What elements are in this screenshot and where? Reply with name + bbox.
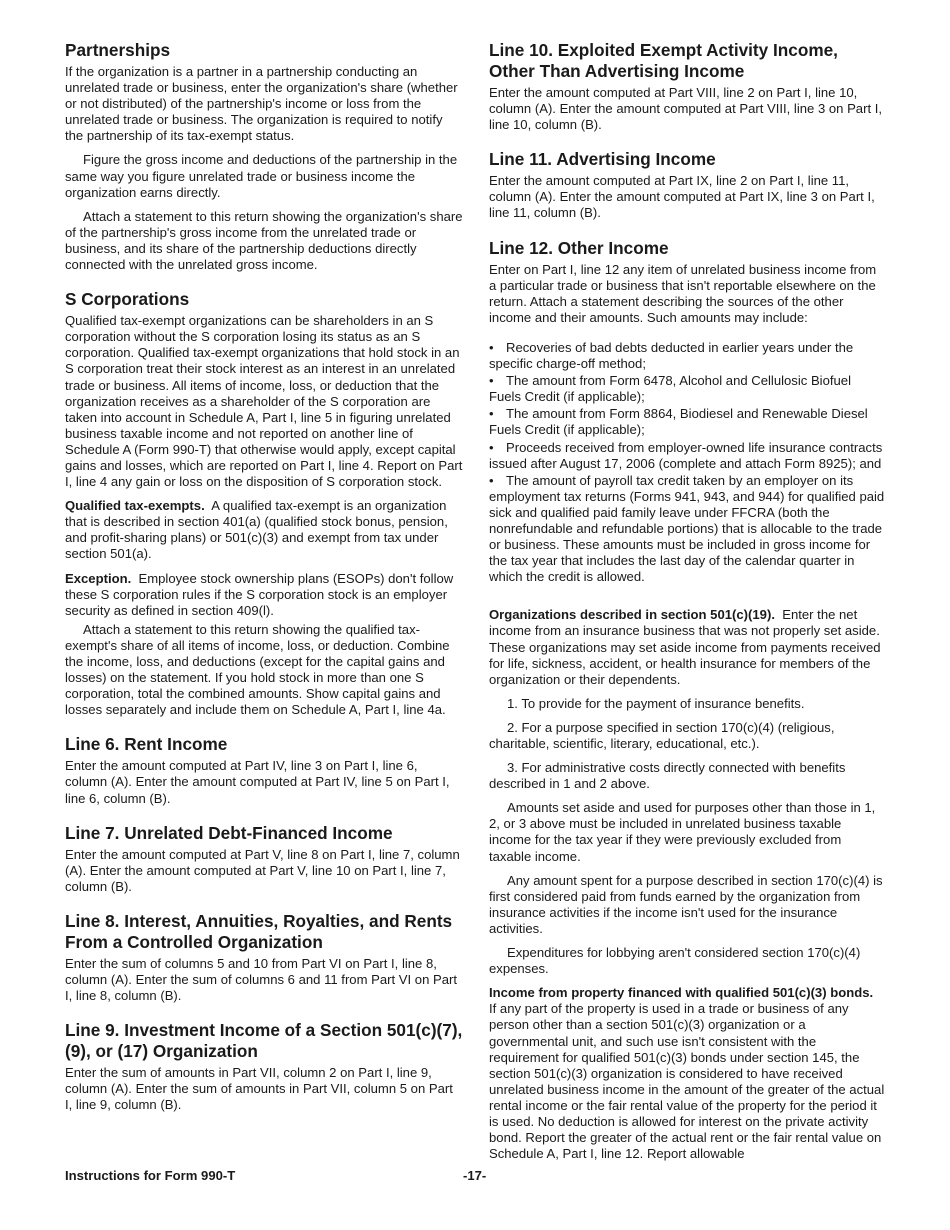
paragraph: Attach a statement to this return showing the qualified tax-exempt's share of all items of income, loss, or deduction. Combine the income, loss, and deductions (except for the capital gains and losses) on the statement. If you hold stock in more than one S corporation, total the combined amounts. Show capital gains and losses separately and include them on Schedule A, Part I, line 4a.	[65, 621, 450, 718]
run-in-heading: Income from property financed with qualified 501(c)(3) bonds.	[489, 985, 874, 1001]
heading-line-9: Line 9. Investment Income of a Section 501(c)(7), (9), or (17) Organization	[65, 1020, 463, 1062]
run-in-heading: Exception.	[65, 570, 132, 586]
list-item-text: The amount of payroll tax credit taken by an employer on its employment tax returns (Forms 941, 943, and 944) for qualified paid sick and qualified paid family leave under FFCRA (both the nonrefundable and refundable portions) that is allocable to the trade or business. These amounts must be included in gross income for the tax year that includes the last day of the calendar quarter in which the credit is allowed.	[489, 472, 885, 585]
heading-line-10: Line 10. Exploited Exempt Activity Income, Other Than Advertising Income	[489, 40, 838, 81]
paragraph-text: Employee stock ownership plans (ESOPs) don't follow these S corporation rules if the S corporation stock is an employer security as defined in section 409(l).	[65, 570, 454, 618]
list-item-text: Recoveries of bad debts deducted in earlier years under the specific charge-off method;	[489, 339, 854, 372]
paragraph-text: If any part of the property is used in a trade or business of any person other than a section 501(c)(3) organization or a governmental unit, and such use isn't consistent with the requirement for qualified 501(c)(3) bonds under section 145, the section 501(c)(3) organization is considered to have received unrelated business income in the amount of the greater of the actual rental income or the fair rental value of the property for the period it is used. No deduction is allowed for interest on the private activity bond. Report the greater of the actual rent or the fair rental value on Schedule A, Part I, line 12. Report allowable	[489, 1001, 885, 1162]
other-income-list	[489, 340, 885, 585]
paragraph: Enter the sum of amounts in Part VII, column 2 on Part I, line 9, column (A). Enter the sum of amounts in Part VII, column 5 on Part I, line 9, column (B).	[65, 1065, 453, 1113]
paragraph: Enter the amount computed at Part VIII, line 2 on Part I, line 10, column (A). Enter the amount computed at Part VIII, line 3 on Part I, line 10, column (B).	[489, 85, 883, 133]
paragraph-exception	[65, 571, 463, 619]
heading-line-7: Line 7. Unrelated Debt-Financed Income	[65, 822, 393, 843]
list-item	[489, 406, 885, 438]
numbered-item-2: 2. For a purpose specified in section 170(c)(4) (religious, charitable, scientific, literary, educational, etc.).	[489, 719, 835, 751]
paragraph: Enter the amount computed at Part IX, line 2 on Part I, line 11, column (A). Enter the amount computed at Part IX, line 3 on Part I, line 11, column (B).	[489, 173, 875, 221]
list-item	[489, 340, 885, 372]
list-item-text: Proceeds received from employer-owned life insurance contracts issued after August 17, 2006 (complete and attach Form 8925); and	[489, 439, 883, 471]
paragraph: Enter the amount computed at Part IV, line 3 on Part I, line 6, column (A). Enter the amount computed at Part IV, line 5 on Part I, line 6, column (B).	[65, 758, 450, 806]
paragraph-qualified-tax-exempts	[65, 498, 463, 562]
paragraph: Enter the amount computed at Part V, line 8 on Part I, line 7, column (A). Enter the amount computed at Part V, line 10 on Part I, line 7, column (B).	[65, 846, 460, 894]
heading-s-corporations: S Corporations	[65, 289, 190, 310]
heading-line-6: Line 6. Rent Income	[65, 734, 228, 755]
paragraph: Expenditures for lobbying aren't considered section 170(c)(4) expenses.	[489, 945, 861, 977]
left-column	[65, 40, 463, 1130]
paragraph: Enter the sum of columns 5 and 10 from Part VI on Part I, line 8, column (A). Enter the sum of columns 6 and 11 from Part VI on Part I, line 8, column (B).	[65, 955, 458, 1004]
section-line-12	[489, 238, 885, 586]
section-line-9	[65, 1020, 463, 1113]
paragraph: Qualified tax-exempt organizations can be shareholders in an S corporation without the S corporation losing its status as an S corporation. Qualified tax-exempt organizations that hold stock in an S corporation treat their stock interest as an interest in an unrelated trade or business. All items of income, loss, or deduction that the organization receives as a shareholder of the S corporation are taken into account in Schedule A, Part I, line 5 in figuring unrelated business taxable income and not reported on another line of Schedule A (Form 990-T) that otherwise would apply, except capital gains and losses, which are reported on Part I, line 4. Report on Part I, line 4 any gain or loss on the disposition of S corporation stock.	[65, 313, 463, 490]
section-line-7	[65, 823, 463, 895]
paragraph-501c19	[489, 607, 885, 687]
section-line-6	[65, 734, 463, 806]
paragraph: If the organization is a partner in a partnership conducting an unrelated trade or business, enter the organization's share (whether or not distributed) of the partnership's income or loss from the unrelated trade or business. The organization is required to notify the partnership of its tax-exempt status.	[65, 64, 458, 144]
numbered-item-1: 1. To provide for the payment of insurance benefits.	[507, 695, 805, 711]
paragraph: Any amount spent for a purpose described in section 170(c)(4) is first considered paid from funds earned by the organization from insurance activities if the income isn't used for the insurance activities.	[489, 872, 883, 936]
bullet-icon: •	[489, 439, 494, 455]
heading-line-8: Line 8. Interest, Annuities, Royalties, and Rents From a Controlled Organization	[65, 910, 453, 952]
paragraph-text: Enter the net income from an insurance business that was not properly set aside. These organizations may set aside income from payments received for life, sickness, accident, or health insurance for members of the organization or their dependents.	[489, 607, 881, 687]
section-qualified-bonds	[489, 985, 885, 1162]
heading-partnerships: Partnerships	[65, 40, 171, 60]
paragraph: Enter on Part I, line 12 any item of unrelated business income from a particular trade or business that isn't reportable elsewhere on the return. Attach a statement describing the sources of the other income and their amounts. Such amounts may include:	[489, 261, 877, 325]
section-501c19	[489, 607, 885, 977]
section-line-8	[65, 911, 463, 1004]
bullet-icon: •	[489, 373, 494, 389]
section-line-10	[489, 40, 885, 133]
heading-line-12: Line 12. Other Income	[489, 237, 669, 258]
paragraph: Figure the gross income and deductions of the partnership in the same way you figure unrelated trade or business income the organization earns directly.	[65, 152, 458, 200]
list-item	[489, 373, 885, 405]
bullet-icon: •	[489, 339, 494, 355]
run-in-heading: Organizations described in section 501(c)(19).	[489, 607, 775, 623]
footer-page-number: -17-	[463, 1168, 487, 1183]
list-item-text: The amount from Form 8864, Biodiesel and Renewable Diesel Fuels Credit (if applicable);	[489, 406, 868, 438]
list-item-text: The amount from Form 6478, Alcohol and Cellulosic Biofuel Fuels Credit (if applicable);	[489, 373, 851, 405]
paragraph: Attach a statement to this return showing the organization's share of the partnership's gross income from the unrelated trade or business, and its share of the partnership deductions directly connected with the unrelated gross income.	[65, 208, 463, 273]
numbered-item-3: 3. For administrative costs directly connected with benefits described in 1 and 2 above.	[489, 760, 846, 792]
heading-line-11: Line 11. Advertising Income	[489, 149, 716, 170]
bullet-icon: •	[489, 472, 494, 488]
footer-form-title: Instructions for Form 990-T	[65, 1168, 236, 1183]
run-in-heading: Qualified tax-exempts.	[65, 498, 205, 514]
list-item	[489, 440, 885, 472]
paragraph-text: A qualified tax-exempt is an organization that is described in section 401(a) (qualified stock bonus, pension, and profit-sharing plans) or 501(c)(3) and exempt from tax under section 501(a).	[65, 498, 448, 562]
bullet-icon: •	[489, 406, 494, 422]
paragraph-qualified-bonds	[489, 985, 885, 1162]
section-line-11	[489, 149, 885, 221]
right-column	[489, 40, 885, 1162]
section-s-corporations	[65, 289, 463, 718]
paragraph: Amounts set aside and used for purposes other than those in 1, 2, or 3 above must be included in unrelated business taxable income for the tax year if they were previously excluded from taxable income.	[489, 800, 876, 864]
section-partnerships	[65, 40, 463, 273]
list-item	[489, 473, 885, 586]
